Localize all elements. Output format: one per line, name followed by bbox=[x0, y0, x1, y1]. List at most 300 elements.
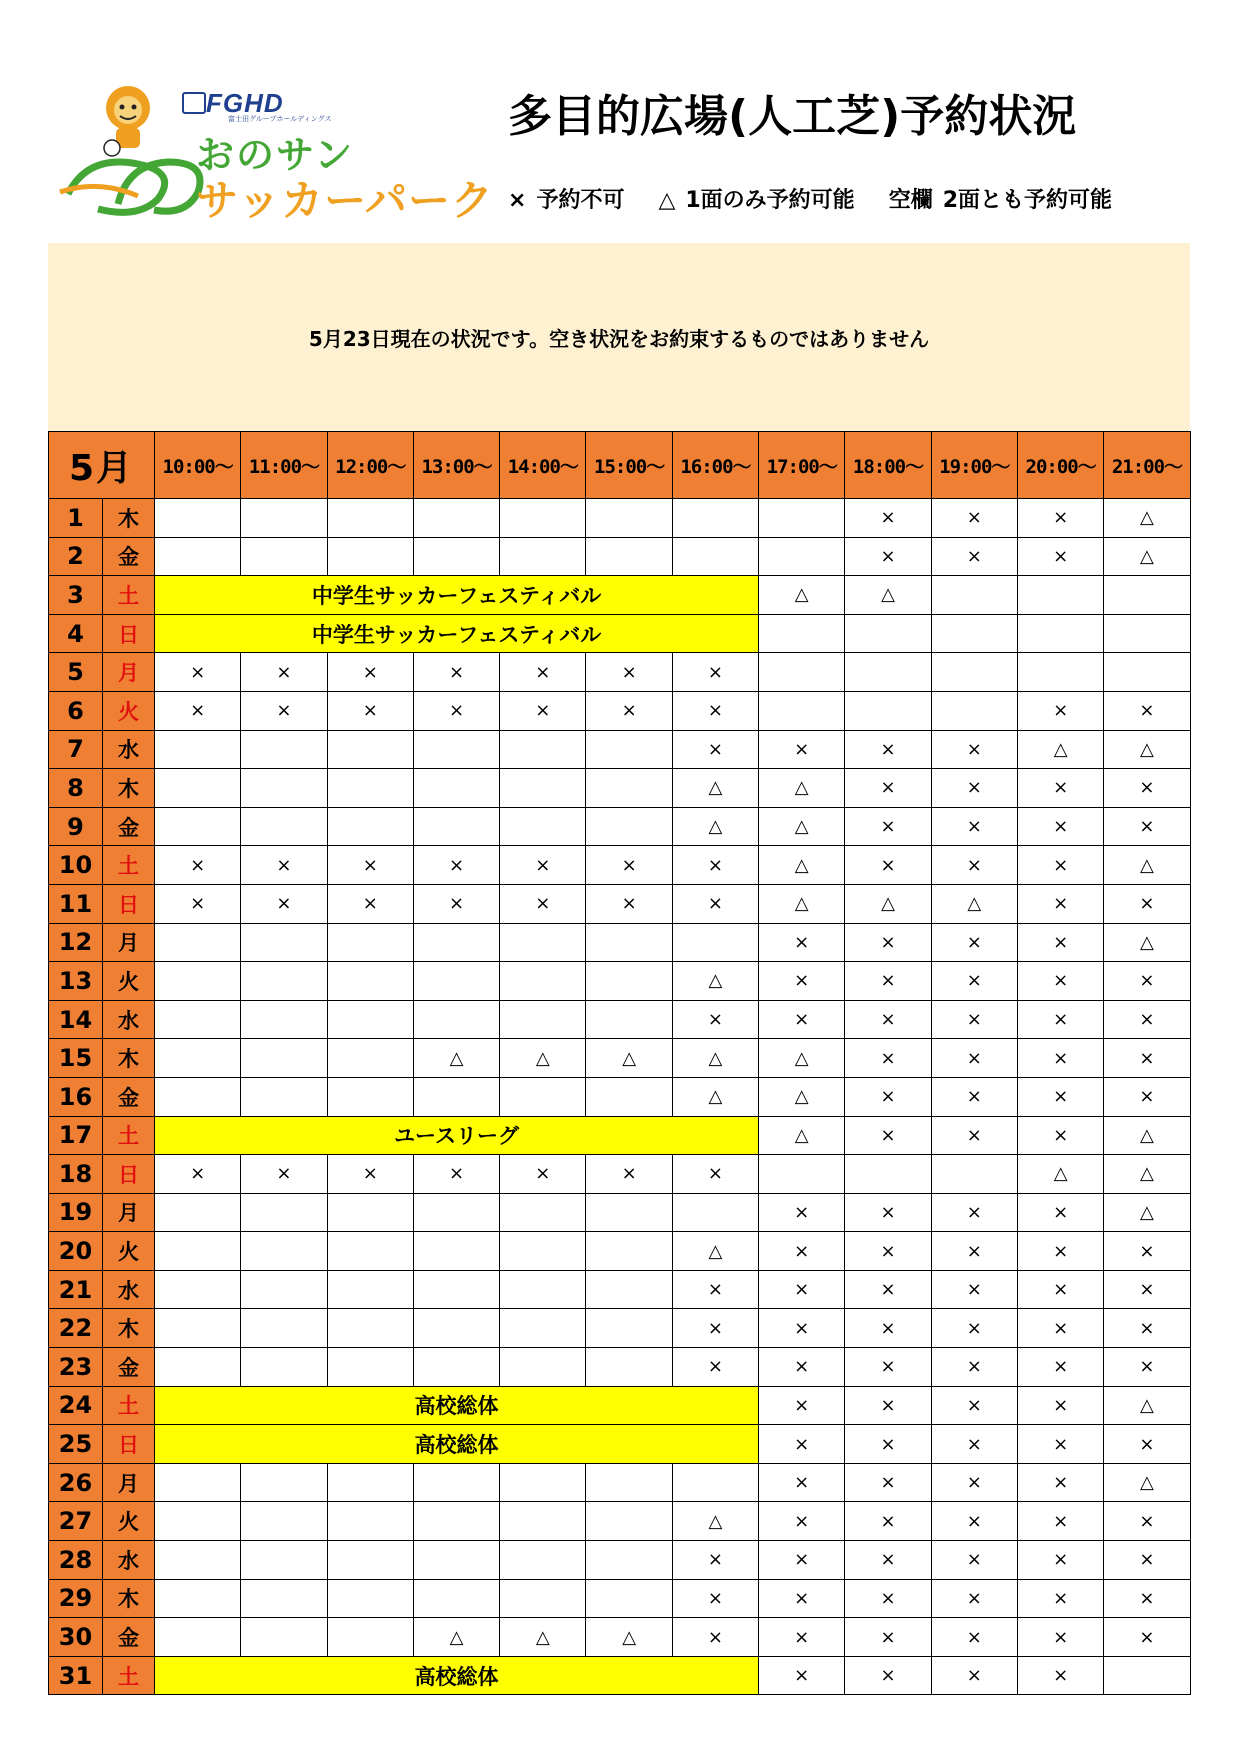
slot-cell bbox=[327, 730, 413, 769]
slot-cell bbox=[413, 1309, 499, 1348]
weekday: 土 bbox=[103, 1116, 155, 1155]
slot-cell bbox=[241, 1232, 327, 1271]
slot-cell: × bbox=[845, 846, 931, 885]
slot-cell: × bbox=[845, 962, 931, 1001]
table-row bbox=[49, 1270, 1191, 1309]
slot-cell bbox=[500, 769, 586, 808]
table-row bbox=[49, 576, 1191, 615]
day-number: 23 bbox=[49, 1348, 103, 1387]
slot-cell: △ bbox=[586, 1618, 672, 1657]
table-row bbox=[49, 499, 1191, 538]
slot-cell: × bbox=[586, 691, 672, 730]
slot-cell: △ bbox=[500, 1618, 586, 1657]
slot-cell bbox=[327, 1039, 413, 1078]
slot-cell bbox=[327, 1193, 413, 1232]
slot-cell bbox=[241, 1309, 327, 1348]
slot-cell bbox=[931, 653, 1017, 692]
slot-cell: × bbox=[931, 846, 1017, 885]
slot-cell bbox=[500, 499, 586, 538]
weekday: 金 bbox=[103, 807, 155, 846]
day-number: 27 bbox=[49, 1502, 103, 1541]
weekday: 火 bbox=[103, 691, 155, 730]
slot-cell bbox=[586, 1193, 672, 1232]
legend bbox=[508, 183, 1122, 214]
weekday: 日 bbox=[103, 1425, 155, 1464]
weekday: 水 bbox=[103, 1541, 155, 1580]
slot-cell: × bbox=[500, 653, 586, 692]
slot-cell: × bbox=[672, 730, 758, 769]
slot-cell: × bbox=[1017, 846, 1103, 885]
weekday: 水 bbox=[103, 1000, 155, 1039]
slot-cell: × bbox=[1017, 1425, 1103, 1464]
slot-cell: × bbox=[845, 1232, 931, 1271]
slot-cell: × bbox=[931, 730, 1017, 769]
slot-cell: × bbox=[759, 1656, 845, 1695]
slot-cell bbox=[586, 1000, 672, 1039]
slot-cell: × bbox=[759, 1348, 845, 1387]
slot-cell: × bbox=[931, 1309, 1017, 1348]
slot-cell bbox=[500, 1270, 586, 1309]
slot-cell: △ bbox=[1104, 1116, 1190, 1155]
slot-cell bbox=[327, 1502, 413, 1541]
slot-cell: △ bbox=[1104, 1386, 1190, 1425]
slot-cell: × bbox=[1104, 1232, 1190, 1271]
slot-cell: × bbox=[1017, 923, 1103, 962]
weekday: 土 bbox=[103, 576, 155, 615]
slot-cell: × bbox=[845, 1116, 931, 1155]
day-number: 17 bbox=[49, 1116, 103, 1155]
table-row bbox=[49, 537, 1191, 576]
slot-cell: × bbox=[1104, 769, 1190, 808]
slot-cell: × bbox=[931, 1618, 1017, 1657]
slot-cell: × bbox=[155, 691, 241, 730]
slot-cell: × bbox=[759, 730, 845, 769]
slot-cell bbox=[759, 691, 845, 730]
slot-cell bbox=[155, 1502, 241, 1541]
day-number: 10 bbox=[49, 846, 103, 885]
slot-cell: × bbox=[1017, 1463, 1103, 1502]
slot-cell bbox=[1104, 1656, 1190, 1695]
brand-subtitle: 富士田グループホールディングス bbox=[228, 115, 332, 123]
slot-cell: × bbox=[413, 1155, 499, 1194]
slot-cell: × bbox=[845, 1077, 931, 1116]
table-row bbox=[49, 1618, 1191, 1657]
slot-cell: × bbox=[845, 1463, 931, 1502]
slot-cell bbox=[241, 1502, 327, 1541]
weekday: 金 bbox=[103, 537, 155, 576]
slot-cell bbox=[241, 962, 327, 1001]
slot-cell: × bbox=[672, 1618, 758, 1657]
weekday: 月 bbox=[103, 653, 155, 692]
day-number: 19 bbox=[49, 1193, 103, 1232]
fghd-logo-icon bbox=[182, 92, 206, 114]
day-number: 11 bbox=[49, 884, 103, 923]
slot-cell: × bbox=[759, 1000, 845, 1039]
slot-cell: × bbox=[845, 1579, 931, 1618]
slot-cell bbox=[500, 730, 586, 769]
weekday: 日 bbox=[103, 614, 155, 653]
slot-cell bbox=[327, 1077, 413, 1116]
slot-cell bbox=[586, 769, 672, 808]
time-header: 10:00～ bbox=[155, 432, 241, 499]
slot-cell bbox=[327, 923, 413, 962]
slot-cell: × bbox=[1104, 1425, 1190, 1464]
weekday: 土 bbox=[103, 1386, 155, 1425]
legend-blank-label: 空欄 bbox=[888, 188, 933, 213]
slot-cell bbox=[241, 1000, 327, 1039]
slot-cell: × bbox=[931, 1463, 1017, 1502]
legend-triangle-symbol: △ bbox=[658, 188, 676, 213]
logo-text-line1: おのサン bbox=[196, 133, 355, 177]
slot-cell bbox=[672, 537, 758, 576]
slot-cell: △ bbox=[672, 807, 758, 846]
slot-cell bbox=[586, 807, 672, 846]
slot-cell: × bbox=[845, 1386, 931, 1425]
slot-cell: × bbox=[759, 1463, 845, 1502]
slot-cell: × bbox=[931, 537, 1017, 576]
table-row bbox=[49, 1232, 1191, 1271]
weekday: 火 bbox=[103, 1502, 155, 1541]
slot-cell bbox=[500, 962, 586, 1001]
slot-cell: × bbox=[845, 807, 931, 846]
slot-cell: △ bbox=[672, 962, 758, 1001]
slot-cell: × bbox=[1017, 769, 1103, 808]
slot-cell bbox=[586, 1502, 672, 1541]
slot-cell: × bbox=[500, 846, 586, 885]
slot-cell bbox=[241, 1077, 327, 1116]
slot-cell bbox=[155, 807, 241, 846]
slot-cell: △ bbox=[1104, 1463, 1190, 1502]
slot-cell bbox=[672, 1463, 758, 1502]
slot-cell: △ bbox=[1104, 846, 1190, 885]
table-row bbox=[49, 846, 1191, 885]
slot-cell: × bbox=[845, 1618, 931, 1657]
slot-cell: × bbox=[1104, 1579, 1190, 1618]
slot-cell: × bbox=[845, 1000, 931, 1039]
slot-cell: × bbox=[845, 923, 931, 962]
slot-cell bbox=[327, 807, 413, 846]
slot-cell: × bbox=[931, 1541, 1017, 1580]
time-header: 17:00～ bbox=[759, 432, 845, 499]
slot-cell: × bbox=[241, 884, 327, 923]
slot-cell: △ bbox=[672, 769, 758, 808]
slot-cell: × bbox=[1017, 1618, 1103, 1657]
slot-cell: △ bbox=[759, 1039, 845, 1078]
slot-cell bbox=[759, 614, 845, 653]
slot-cell: × bbox=[1017, 1270, 1103, 1309]
logo-text-line2: サッカーパーク bbox=[196, 176, 495, 225]
slot-cell: × bbox=[845, 1656, 931, 1695]
legend-x-symbol: × bbox=[508, 188, 527, 213]
slot-cell: × bbox=[931, 499, 1017, 538]
table-row bbox=[49, 1579, 1191, 1618]
slot-cell bbox=[931, 1155, 1017, 1194]
slot-cell: × bbox=[1104, 1270, 1190, 1309]
slot-cell bbox=[672, 923, 758, 962]
slot-cell bbox=[500, 1309, 586, 1348]
slot-cell bbox=[500, 807, 586, 846]
table-row bbox=[49, 1077, 1191, 1116]
slot-cell bbox=[845, 691, 931, 730]
slot-cell: × bbox=[845, 1425, 931, 1464]
day-number: 22 bbox=[49, 1309, 103, 1348]
slot-cell bbox=[327, 1309, 413, 1348]
slot-cell: × bbox=[759, 1502, 845, 1541]
slot-cell: △ bbox=[759, 1077, 845, 1116]
slot-cell: × bbox=[327, 653, 413, 692]
slot-cell: × bbox=[1017, 1348, 1103, 1387]
slot-cell: × bbox=[155, 884, 241, 923]
slot-cell: × bbox=[931, 1656, 1017, 1695]
table-row bbox=[49, 691, 1191, 730]
slot-cell: × bbox=[845, 1541, 931, 1580]
slot-cell: × bbox=[413, 691, 499, 730]
slot-cell bbox=[586, 1541, 672, 1580]
slot-cell: △ bbox=[413, 1618, 499, 1657]
weekday: 月 bbox=[103, 923, 155, 962]
weekday: 金 bbox=[103, 1077, 155, 1116]
weekday: 火 bbox=[103, 962, 155, 1001]
slot-cell bbox=[413, 769, 499, 808]
slot-cell: × bbox=[241, 691, 327, 730]
slot-cell bbox=[413, 1000, 499, 1039]
event-block: 高校総体 bbox=[155, 1656, 759, 1695]
slot-cell bbox=[327, 1463, 413, 1502]
slot-cell: × bbox=[1104, 1309, 1190, 1348]
weekday: 月 bbox=[103, 1193, 155, 1232]
slot-cell: × bbox=[1017, 1116, 1103, 1155]
slot-cell bbox=[1104, 653, 1190, 692]
header-row bbox=[49, 432, 1191, 499]
slot-cell bbox=[759, 1155, 845, 1194]
slot-cell: × bbox=[1017, 807, 1103, 846]
table-row bbox=[49, 730, 1191, 769]
slot-cell: △ bbox=[931, 884, 1017, 923]
slot-cell: × bbox=[759, 1425, 845, 1464]
slot-cell: × bbox=[1104, 1039, 1190, 1078]
legend-blank-text: 2面とも予約可能 bbox=[942, 188, 1113, 213]
slot-cell: × bbox=[672, 846, 758, 885]
slot-cell: × bbox=[759, 923, 845, 962]
slot-cell bbox=[413, 1541, 499, 1580]
time-header: 11:00～ bbox=[241, 432, 327, 499]
slot-cell: × bbox=[931, 1502, 1017, 1541]
slot-cell bbox=[586, 1463, 672, 1502]
slot-cell: △ bbox=[1104, 499, 1190, 538]
table-row bbox=[49, 962, 1191, 1001]
slot-cell: × bbox=[1017, 1386, 1103, 1425]
slot-cell bbox=[327, 1232, 413, 1271]
slot-cell: × bbox=[1017, 1077, 1103, 1116]
slot-cell: × bbox=[1104, 1077, 1190, 1116]
slot-cell: × bbox=[931, 1270, 1017, 1309]
slot-cell: △ bbox=[1017, 1155, 1103, 1194]
day-number: 5 bbox=[49, 653, 103, 692]
slot-cell: × bbox=[931, 1232, 1017, 1271]
legend-triangle-text: 1面のみ予約可能 bbox=[685, 188, 855, 213]
slot-cell: × bbox=[500, 691, 586, 730]
slot-cell bbox=[155, 769, 241, 808]
table-row bbox=[49, 1386, 1191, 1425]
slot-cell bbox=[586, 1348, 672, 1387]
slot-cell: × bbox=[413, 846, 499, 885]
slot-cell bbox=[241, 1541, 327, 1580]
slot-cell: × bbox=[672, 691, 758, 730]
weekday: 木 bbox=[103, 1309, 155, 1348]
slot-cell: × bbox=[327, 691, 413, 730]
slot-cell: △ bbox=[759, 846, 845, 885]
weekday: 日 bbox=[103, 884, 155, 923]
slot-cell bbox=[241, 1270, 327, 1309]
slot-cell bbox=[931, 691, 1017, 730]
day-number: 29 bbox=[49, 1579, 103, 1618]
day-number: 2 bbox=[49, 537, 103, 576]
table-row bbox=[49, 1656, 1191, 1695]
slot-cell bbox=[845, 1155, 931, 1194]
slot-cell bbox=[327, 499, 413, 538]
event-block: 高校総体 bbox=[155, 1386, 759, 1425]
slot-cell bbox=[586, 923, 672, 962]
slot-cell bbox=[413, 962, 499, 1001]
notice-text: 5月23日現在の状況です。空き状況をお約束するものではありません bbox=[308, 326, 930, 351]
notice-box bbox=[48, 243, 1190, 431]
slot-cell: × bbox=[1017, 1039, 1103, 1078]
day-number: 28 bbox=[49, 1541, 103, 1580]
event-block: 高校総体 bbox=[155, 1425, 759, 1464]
slot-cell bbox=[327, 1579, 413, 1618]
table-row bbox=[49, 1502, 1191, 1541]
slot-cell: × bbox=[845, 769, 931, 808]
slot-cell bbox=[1104, 576, 1190, 615]
slot-cell: × bbox=[1017, 1232, 1103, 1271]
slot-cell bbox=[1017, 653, 1103, 692]
page-title: 多目的広場(人工芝)予約状況 bbox=[508, 91, 1077, 142]
slot-cell: × bbox=[845, 1270, 931, 1309]
slot-cell bbox=[155, 1000, 241, 1039]
day-number: 20 bbox=[49, 1232, 103, 1271]
slot-cell bbox=[327, 1270, 413, 1309]
slot-cell bbox=[413, 499, 499, 538]
slot-cell: × bbox=[327, 884, 413, 923]
slot-cell bbox=[327, 769, 413, 808]
slot-cell: × bbox=[500, 884, 586, 923]
slot-cell bbox=[155, 1463, 241, 1502]
slot-cell bbox=[413, 1270, 499, 1309]
day-number: 24 bbox=[49, 1386, 103, 1425]
slot-cell bbox=[500, 1348, 586, 1387]
slot-cell: × bbox=[672, 1155, 758, 1194]
slot-cell: △ bbox=[413, 1039, 499, 1078]
day-number: 12 bbox=[49, 923, 103, 962]
slot-cell bbox=[931, 576, 1017, 615]
slot-cell bbox=[155, 1618, 241, 1657]
slot-cell: × bbox=[931, 1039, 1017, 1078]
slot-cell: × bbox=[931, 1386, 1017, 1425]
slot-cell bbox=[327, 1348, 413, 1387]
slot-cell bbox=[500, 1000, 586, 1039]
weekday: 月 bbox=[103, 1463, 155, 1502]
slot-cell: × bbox=[1017, 1309, 1103, 1348]
slot-cell: × bbox=[241, 1155, 327, 1194]
slot-cell bbox=[413, 730, 499, 769]
slot-cell bbox=[155, 1270, 241, 1309]
slot-cell: × bbox=[845, 537, 931, 576]
table-row bbox=[49, 884, 1191, 923]
slot-cell: × bbox=[1104, 884, 1190, 923]
slot-cell bbox=[672, 499, 758, 538]
slot-cell bbox=[500, 1502, 586, 1541]
slot-cell bbox=[155, 1193, 241, 1232]
event-block: ユースリーグ bbox=[155, 1116, 759, 1155]
slot-cell: × bbox=[845, 499, 931, 538]
slot-cell bbox=[1104, 614, 1190, 653]
weekday: 土 bbox=[103, 846, 155, 885]
time-header: 19:00～ bbox=[931, 432, 1017, 499]
slot-cell: × bbox=[931, 1000, 1017, 1039]
slot-cell: × bbox=[327, 846, 413, 885]
table-row bbox=[49, 769, 1191, 808]
slot-cell bbox=[413, 1077, 499, 1116]
slot-cell: × bbox=[1017, 1656, 1103, 1695]
event-block: 中学生サッカーフェスティバル bbox=[155, 576, 759, 615]
slot-cell bbox=[500, 1541, 586, 1580]
legend-x-text: 予約不可 bbox=[536, 188, 625, 213]
slot-cell: × bbox=[155, 653, 241, 692]
slot-cell bbox=[155, 1348, 241, 1387]
slot-cell bbox=[155, 1579, 241, 1618]
table-row bbox=[49, 1309, 1191, 1348]
slot-cell: × bbox=[1017, 1000, 1103, 1039]
slot-cell bbox=[586, 1077, 672, 1116]
slot-cell: △ bbox=[672, 1502, 758, 1541]
slot-cell bbox=[241, 1618, 327, 1657]
slot-cell bbox=[413, 1193, 499, 1232]
table-row bbox=[49, 1116, 1191, 1155]
slot-cell bbox=[241, 769, 327, 808]
slot-cell: × bbox=[759, 1541, 845, 1580]
day-number: 3 bbox=[49, 576, 103, 615]
day-number: 7 bbox=[49, 730, 103, 769]
day-number: 6 bbox=[49, 691, 103, 730]
slot-cell: × bbox=[672, 1270, 758, 1309]
slot-cell: △ bbox=[759, 1116, 845, 1155]
schedule-table bbox=[48, 431, 1191, 1695]
slot-cell: × bbox=[672, 1348, 758, 1387]
time-header: 15:00～ bbox=[586, 432, 672, 499]
slot-cell: △ bbox=[759, 576, 845, 615]
slot-cell: △ bbox=[672, 1077, 758, 1116]
slot-cell: △ bbox=[759, 769, 845, 808]
slot-cell bbox=[413, 537, 499, 576]
time-header: 14:00～ bbox=[500, 432, 586, 499]
day-number: 14 bbox=[49, 1000, 103, 1039]
slot-cell: × bbox=[931, 769, 1017, 808]
weekday: 木 bbox=[103, 769, 155, 808]
brand-name: FGHD bbox=[206, 88, 284, 118]
slot-cell: × bbox=[1017, 537, 1103, 576]
slot-cell bbox=[500, 1463, 586, 1502]
slot-cell bbox=[413, 807, 499, 846]
slot-cell: × bbox=[931, 923, 1017, 962]
slot-cell: △ bbox=[586, 1039, 672, 1078]
slot-cell bbox=[327, 962, 413, 1001]
slot-cell bbox=[155, 923, 241, 962]
weekday: 日 bbox=[103, 1155, 155, 1194]
slot-cell bbox=[155, 537, 241, 576]
slot-cell bbox=[327, 537, 413, 576]
slot-cell bbox=[241, 537, 327, 576]
slot-cell bbox=[241, 1039, 327, 1078]
